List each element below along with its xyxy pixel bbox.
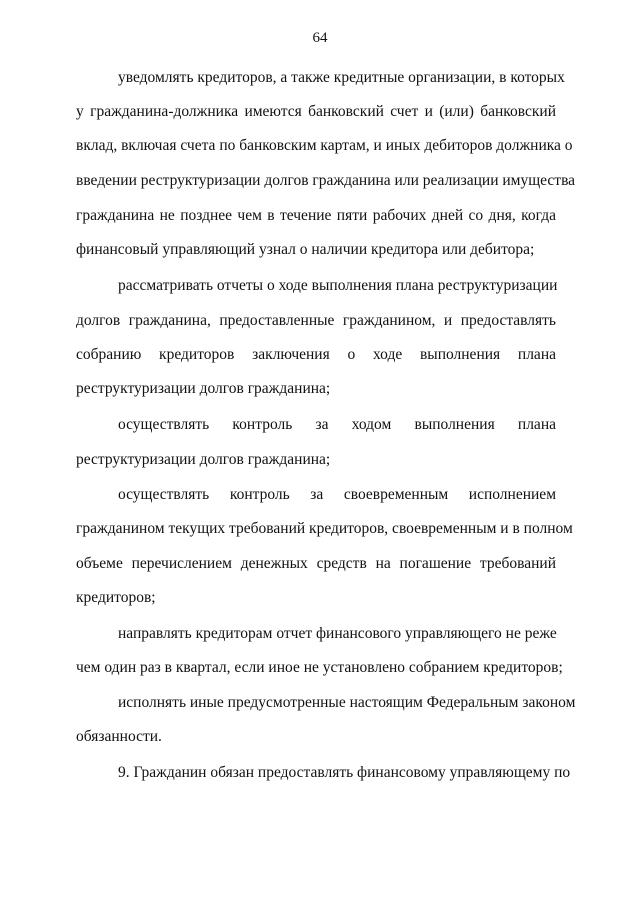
text-line: обязанности. (76, 728, 162, 745)
text-line: 9. Гражданин обязан предоставлять финансовому управляющему по (118, 764, 571, 781)
text-line: осуществлять контроль за своевременным исполнением (118, 486, 556, 503)
text-line: гражданина не позднее чем в течение пяти рабочих дней со дня, когда (76, 207, 556, 224)
page-number: 64 (312, 30, 328, 46)
text-line: осуществлять контроль за ходом выполнения плана (118, 416, 556, 433)
text-line: чем один раз в квартал, если иное не установлено собранием кредиторов; (76, 659, 563, 676)
text-line: долгов гражданина, предоставленные гражданином, и предоставлять (76, 312, 556, 329)
text-line: финансовый управляющий узнал о наличии кредитора или дебитора; (76, 241, 535, 258)
text-line: вклад, включая счета по банковским картам, и иных дебиторов должника о (76, 137, 573, 154)
text-line: объеме перечислением денежных средств на погашение требований (76, 555, 556, 572)
text-line: направлять кредиторам отчет финансового управляющего не реже (118, 625, 557, 642)
text-line: у гражданина-должника имеются банковский счет и (или) банковский (76, 103, 556, 120)
text-line: введении реструктуризации долгов гражданина или реализации имущества (76, 172, 576, 189)
text-line: кредиторов; (76, 589, 156, 606)
text-line: исполнять иные предусмотренные настоящим Федеральным законом (118, 694, 576, 711)
text-line: уведомлять кредиторов, а также кредитные организации, в которых (118, 69, 565, 86)
text-line: гражданином текущих требований кредиторов, своевременным и в полном (76, 520, 573, 537)
text-line: собранию кредиторов заключения о ходе выполнения плана (76, 346, 556, 363)
text-line: рассматривать отчеты о ходе выполнения плана реструктуризации (118, 277, 558, 294)
text-line: реструктуризации долгов гражданина; (76, 451, 331, 468)
text-line: реструктуризации долгов гражданина; (76, 380, 331, 397)
